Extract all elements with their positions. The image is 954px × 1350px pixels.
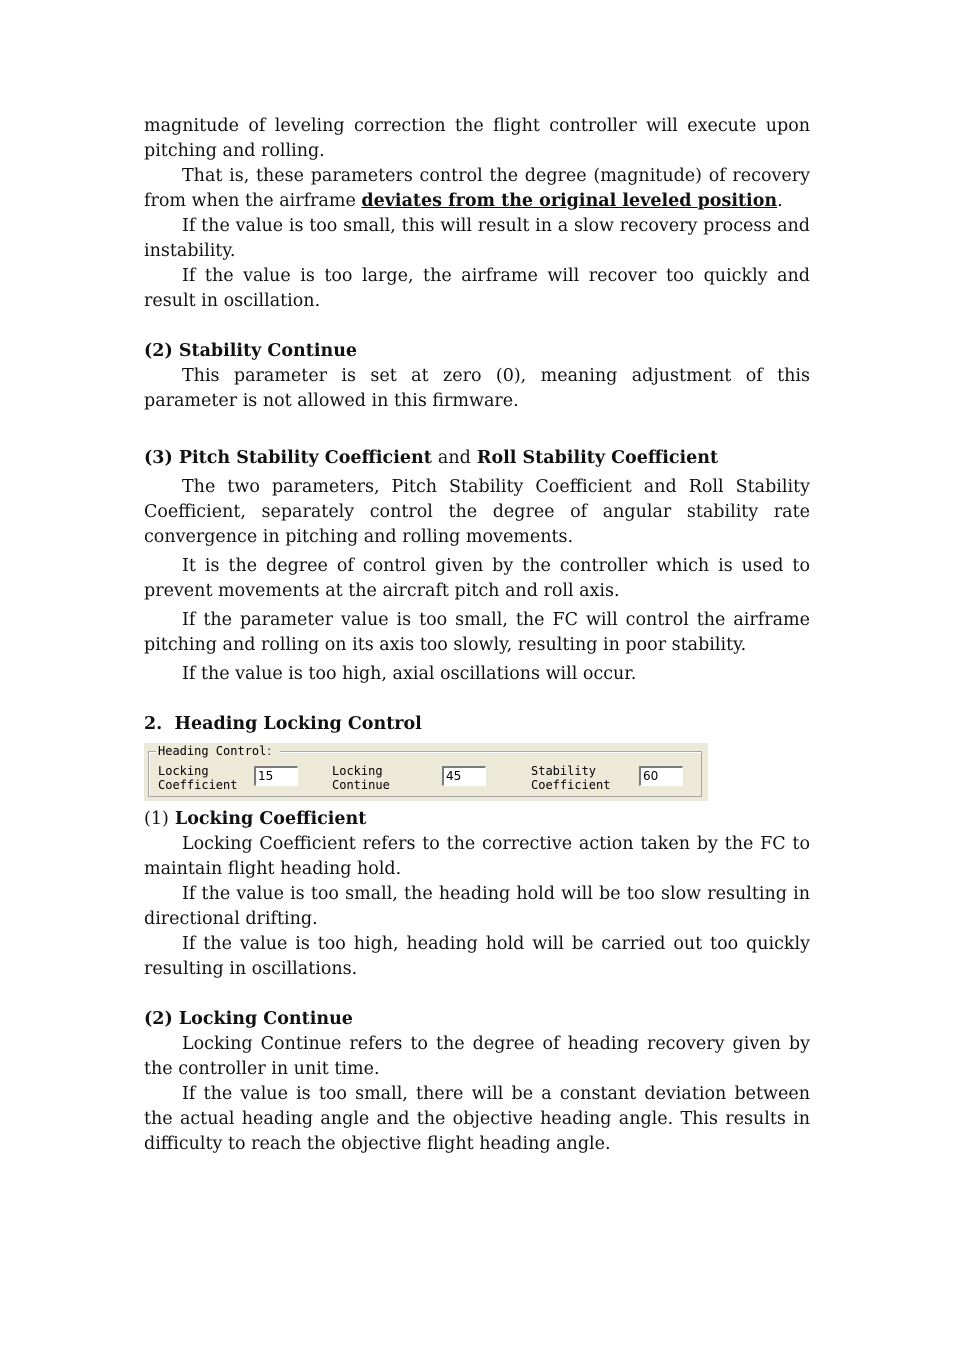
heading-title: Stability Continue <box>178 341 358 361</box>
paragraph: If the value is too small, this will result in a slow recovery process and instability. <box>144 216 810 261</box>
locking-continue-input[interactable]: 45 <box>442 766 486 786</box>
subsection-heading-stability-continue <box>144 339 810 364</box>
heading-number: (3) <box>144 448 173 468</box>
heading-number: (2) <box>144 341 173 361</box>
label-line: Coefficient <box>158 778 238 792</box>
heading-control-panel <box>144 743 708 801</box>
subsection-heading-pitch-roll <box>144 446 810 471</box>
paragraph: It is the degree of control given by the controller which is used to prevent movements at the aircraft pitch and roll axis. <box>144 556 810 601</box>
heading-title: Locking Continue <box>178 1009 353 1029</box>
heading-title: Roll Stability Coefficient <box>476 448 719 468</box>
paragraph: If the value is too high, axial oscillations will occur. <box>182 664 637 684</box>
stability-coefficient-label <box>531 764 621 792</box>
section-heading-heading-locking <box>144 712 810 737</box>
paragraph: If the value is too small, the heading hold will be too slow resulting in directional drifting. <box>144 884 810 929</box>
heading-conjunction: and <box>437 448 471 468</box>
subsection-heading-locking-coefficient <box>144 807 810 832</box>
paragraph: If the value is too high, heading hold will be carried out too quickly resulting in oscillations. <box>144 934 810 979</box>
heading-title: Pitch Stability Coefficient <box>178 448 432 468</box>
locking-coefficient-input[interactable]: 15 <box>254 766 298 786</box>
locking-coefficient-label <box>158 764 248 792</box>
paragraph: Locking Continue refers to the degree of heading recovery given by the controller in unit time. <box>144 1034 810 1079</box>
paragraph: This parameter is set at zero (0), meaning adjustment of this parameter is not allowed in this firmware. <box>144 366 810 411</box>
stability-coefficient-input[interactable]: 60 <box>639 766 683 786</box>
heading-title: Locking Coefficient <box>174 809 367 829</box>
heading-title: Heading Locking Control <box>174 714 422 734</box>
locking-continue-label <box>332 764 422 792</box>
heading-number: 2. <box>144 714 163 734</box>
heading-number: (1) <box>144 809 169 829</box>
document-page <box>144 114 810 1157</box>
heading-number: (2) <box>144 1009 173 1029</box>
paragraph: If the value is too large, the airframe will recover too quickly and result in oscillation. <box>144 266 810 311</box>
paragraph: If the parameter value is too small, the FC will control the airframe pitching and rolling on its axis too slowly, resulting in poor stability. <box>144 610 810 655</box>
text-run: . <box>777 191 783 211</box>
subsection-heading-locking-continue <box>144 1007 810 1032</box>
paragraph: If the value is too small, there will be a constant deviation between the actual heading angle and the objective heading angle. This results in difficulty to reach the objective flight heading angle. <box>144 1084 810 1154</box>
emphasis-text: deviates from the original leveled position <box>361 191 778 211</box>
label-line: Locking <box>158 764 209 778</box>
label-line: Locking <box>332 764 383 778</box>
paragraph: magnitude of leveling correction the flight controller will execute upon pitching and rolling. <box>144 116 810 161</box>
group-box-legend: Heading Control： <box>158 744 279 758</box>
label-line: Coefficient <box>531 778 611 792</box>
paragraph: The two parameters, Pitch Stability Coefficient and Roll Stability Coefficient, separately control the degree of angular stability rate convergence in pitching and rolling movements. <box>144 477 810 547</box>
label-line: Stability <box>531 764 597 778</box>
paragraph: Locking Coefficient refers to the corrective action taken by the FC to maintain flight heading hold. <box>144 834 810 879</box>
paragraph <box>144 164 810 214</box>
text-run: That is, these parameters control the degree (magnitude) of recovery from when the airframe <box>144 166 810 211</box>
label-line: Continue <box>332 778 390 792</box>
